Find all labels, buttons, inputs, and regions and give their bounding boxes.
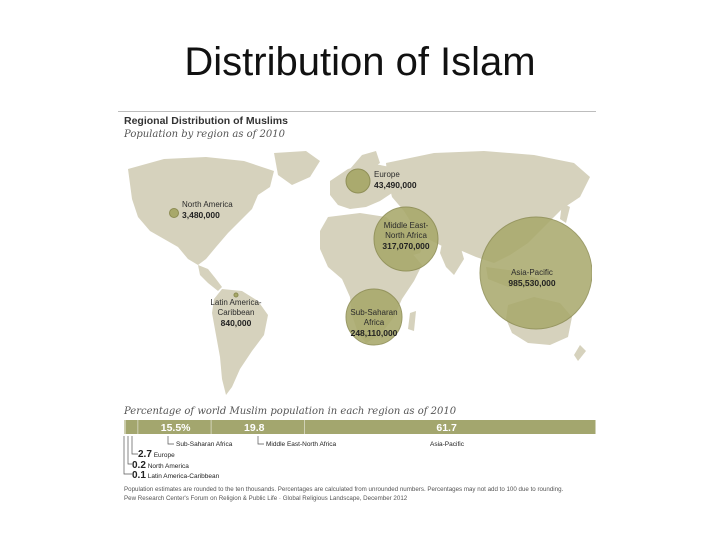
bar-small-name-europe: Europe [153, 452, 175, 459]
bar-label-asia-pacific: Asia-Pacific [430, 441, 464, 448]
percentage-bar-chart [118, 420, 596, 490]
bar-small-latin-america [132, 470, 219, 481]
bar-label-mena: Middle East-North Africa [266, 441, 337, 448]
bar-value-mena: 19.8 [244, 422, 265, 434]
bar-label-sub-saharan: Sub-Saharan Africa [176, 441, 233, 448]
label-europe-value: 43,490,000 [374, 180, 417, 190]
bar-value-asia-pacific: 61.7 [436, 422, 457, 434]
figure-subtitle: Population by region as of 2010 [124, 129, 285, 140]
source-note: Population estimates are rounded to the ten thousands. Percentages are calculated from unrounded numbers. Percentages may not add to 100 due to rounding. [124, 486, 564, 493]
bubble-latin-america-caribbean [234, 293, 238, 297]
bubble-europe [346, 169, 370, 193]
bar-small-europe [138, 449, 175, 460]
leader-sub-saharan [168, 436, 174, 444]
label-mena-value: 317,070,000 [382, 241, 430, 251]
land-madagascar [408, 311, 416, 331]
top-rule [118, 111, 596, 112]
slide-title: Distribution of Islam [184, 40, 536, 84]
land-greenland [274, 151, 320, 185]
land-india [440, 243, 464, 275]
label-north-america-value: 3,480,000 [182, 210, 220, 220]
bubble-north-america [170, 209, 179, 218]
land-central-america [198, 265, 222, 291]
label-mena-name-2: North Africa [385, 231, 427, 240]
label-sub-saharan-name-1: Sub-Saharan [350, 308, 398, 317]
label-asia-pacific-name: Asia-Pacific [511, 268, 553, 277]
bar-small-name-north-america: North America [147, 463, 189, 470]
source-credit: Pew Research Center's Forum on Religion & Public Life · Global Religious Landscape, December 2012 [124, 495, 408, 502]
leader-mena [258, 436, 264, 444]
muslim-distribution-figure [118, 105, 596, 505]
label-sub-saharan-value: 248,110,000 [350, 328, 398, 338]
label-latin-america-name-1: Latin America- [210, 298, 262, 307]
label-mena-name-1: Middle East- [383, 221, 429, 230]
label-latin-america-value: 840,000 [220, 318, 252, 328]
bar-small-value-latin-america: 0.1 [132, 470, 146, 481]
label-north-america-name: North America [182, 200, 233, 209]
label-europe-name: Europe [374, 170, 400, 179]
bar-small-name-latin-america: Latin America-Caribbean [147, 473, 220, 480]
label-latin-america-name-2: Caribbean [217, 308, 255, 317]
bar-title: Percentage of world Muslim population in each region as of 2010 [124, 406, 457, 417]
bar-value-sub-saharan: 15.5% [160, 422, 191, 434]
label-asia-pacific-value: 985,530,000 [508, 278, 556, 288]
world-map [124, 147, 592, 405]
land-new-zealand [574, 345, 586, 361]
figure-title: Regional Distribution of Muslims [124, 115, 288, 127]
bar-small-value-north-america: 0.2 [132, 460, 146, 471]
bar-small-value-europe: 2.7 [138, 449, 152, 460]
label-sub-saharan-name-2: Africa [363, 318, 385, 327]
